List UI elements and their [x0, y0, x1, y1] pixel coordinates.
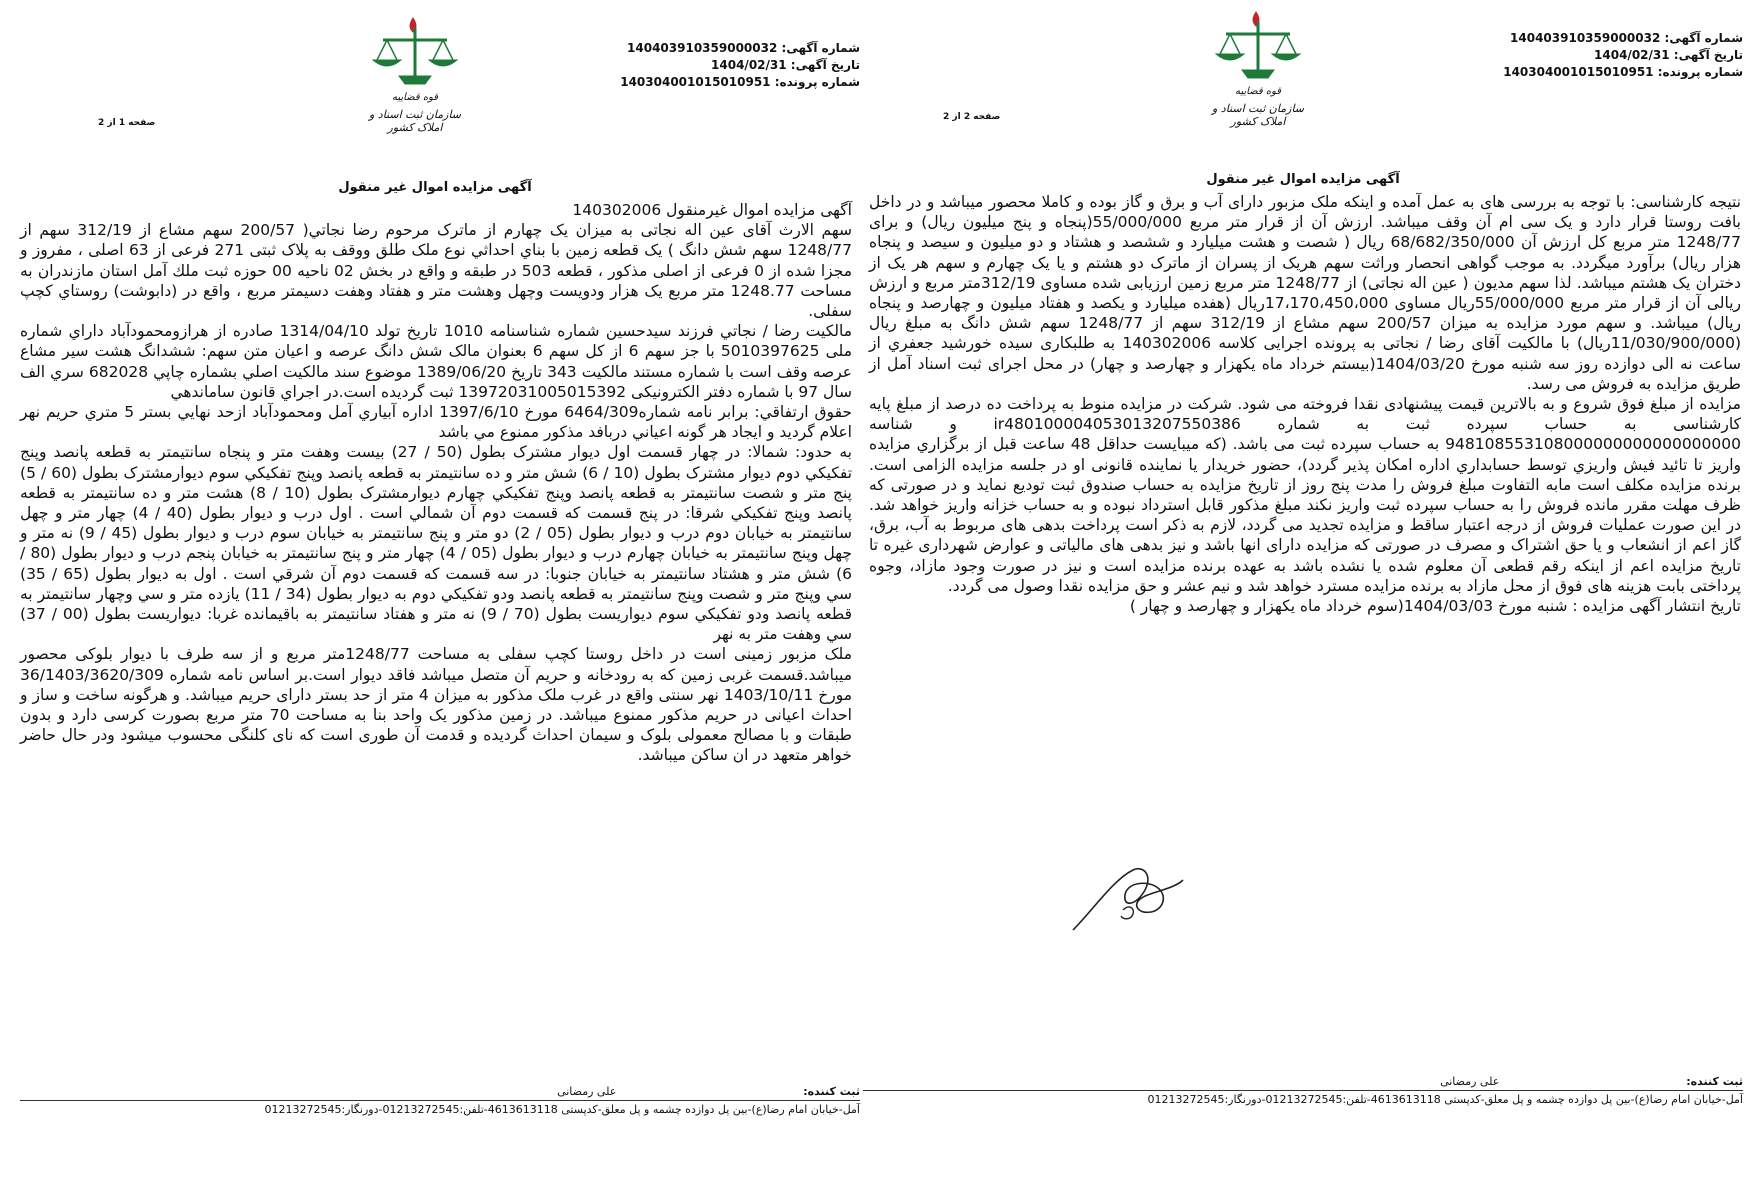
footer-divider — [20, 1100, 860, 1101]
signature-graphic — [1063, 850, 1193, 940]
footer — [863, 1075, 1743, 1115]
ad-number: 140403910359000032 — [1510, 31, 1661, 45]
ad-number-row — [620, 40, 860, 57]
paragraph-boundaries: به حدود: شمالا: در چهار قسمت اول دیوار مشترک بطول (50 / 27) بیست وهفت متر و پنجاه سانتیمتر به قطعه پانصد وپنج تفکیکي دوم دیوار مشترک بطول (10 / 6) شش متر و ده سانتیمتر به قطعه پانصد وپنج تفکیکي سوم دیوارمشترک بطول (60 / 5) پنج متر و شصت سانتیمتر به قطعه پانصد وپنج تفکیکي چهارم دیوارمشترک بطول (10 / 8) هشت متر و ده سانتیمتر به قطعه پانصد وپنج تفکیکي شرقا: در پنج قسمت که قسمت دوم آن شمالي است . اول درب و دیوار بطول (40 / 4) چهار متر و چهل سانتیمتر به خیابان دوم درب و دیوار بطول (05 / 2) دو متر و پنج سانتیمتر به خیابان سوم درب و دیوار بطول (45 / 9) نه متر و چهل وپنج سانتیمتر به خیابان چهارم درب و دیوار بطول (05 / 4) چهار متر و پنج سانتیمتر به خیابان پنجم درب و دیوار بطول (80 / 6) شش متر و هشتاد سانتیمتر به خیابان جنوبا: در سه قسمت که قسمت دوم آن شرقي است . اول به دیوار بطول (65 / 35) سي وپنج متر و شصت وپنج سانتیمتر به قطعه پانصد ودو تفکیکي دوم به دیوار بطول (34 / 11) یازده متر و سي وچهار سانتیمتر به قطعه پانصد ودو تفکیکي سوم دیواریست بطول (70 / 9) نه متر و هفتاد سانتیمتر به باقیمانده غربا: دیواریست بطول (00 / 37) سي وهفت متر به نهر — [20, 443, 853, 644]
page-number: صفحه 1 از 2 — [98, 118, 156, 128]
emblem-graphic — [355, 14, 475, 94]
case-number: 140304001015010951 — [620, 75, 771, 89]
ad-number-label: شماره آگهی: — [781, 41, 860, 55]
footer — [10, 1085, 860, 1125]
case-number: 140304001015010951 — [1503, 65, 1654, 79]
ad-date: 1404/02/31 — [711, 58, 787, 72]
emblem-caption-top: قوه قضاییه — [391, 92, 439, 103]
emblem-caption-top: قوه قضاییه — [1234, 86, 1282, 97]
judiciary-emblem-icon — [1198, 8, 1318, 126]
page-title: آگهی مزایده اموال غیر منقول — [338, 180, 532, 195]
right-page — [863, 0, 1743, 1187]
case-number-row — [1503, 64, 1743, 81]
signer-name: علی رمضانی — [1440, 1075, 1500, 1088]
paragraph-share-description: سهم الارث آقای عین اله نجاتی به میزان یک چهارم از ماترک مرحوم رضا نجاتي( 200/57 سهم مشاع از 312/19 سهم از 1248/77 سهم شش دانگ ) یک قطعه زمین با بناي احداثي نوع ملک طلق ووقف به پلاک ثبتی 271 فرعی از 63 اصلی ، مفروز و مجزا شده از 0 فرعی از اصلی مذکور ، قطعه 503 در طبقه و واقع در بخش 02 ناحیه 00 حوزه ثبت ملك آمل استان مازندران به مساحت 1248.77 متر مربع یک هزار ودویست وچهل وهشت متر و هفتاد وهفت دسیمتر مربع ، واقع در (دابوشت) روستاي کچپ سفلی. — [20, 221, 853, 321]
signer-label: ثبت کننده: — [803, 1085, 860, 1098]
case-number-label: شماره پرونده: — [1657, 65, 1743, 79]
emblem-caption-bottom: سازمان ثبت اسناد و املاک کشور — [1211, 102, 1305, 128]
paragraph-publish-date: تاریخ انتشار آگهی مزایده : شنبه مورخ 1404/03/03(سوم خرداد ماه یکهزار و چهارصد و چهار ) — [1129, 597, 1741, 616]
case-number-label: شماره پرونده: — [774, 75, 860, 89]
judiciary-emblem-icon — [355, 14, 475, 132]
ad-date: 1404/02/31 — [1594, 48, 1670, 62]
signer-row — [557, 1085, 860, 1098]
paragraph-easement-rights: حقوق ارتفاقي: برابر نامه شماره6464/309 مورخ 1397/6/10 اداره آبیاري آمل ومحمودآباد ازحد نهایي بستر 5 متري حریم نهر اعلام گردید و ایجاد هر گونه اعیاني دربافد مذکور ممنوع مي باشد — [20, 403, 852, 442]
footer-address: آمل-خیابان امام رضا(ع)-بین پل دوازده چشمه و پل معلق-کدپستی 4613613118-تلفن:01213272545-دورنگار:01213272545 — [264, 1103, 860, 1116]
paragraph-notice-heading: آگهی مزایده اموال غیرمنقول 140302006 — [572, 201, 852, 219]
notice-body — [869, 192, 1741, 616]
ad-number: 140403910359000032 — [627, 41, 778, 55]
case-number-row — [620, 74, 860, 91]
emblem-graphic — [1198, 8, 1318, 88]
page-number: صفحه 2 از 2 — [943, 112, 1001, 122]
paragraph-expert-result: نتیجه کارشناسی: با توجه به بررسی های به عمل آمده و اینکه ملک مزبور دارای آب و برق و گاز بوده و کاملا محصور میباشد و در داخل بافت روستا قرار دارد و یک سی ام آن وقف میباشد. ارزش آن از قرار متر مربع 55/000/000(پنجاه و پنج میلیون ریال) و برای 1248/77 متر مربع کل ارزش آن 68/682/350/000 ریال ( شصت و هشت میلیارد و ششصد و هشتاد و دو میلیون و سیصد و پنجاه هزار ریال) برآورد میگردد. به موجب گواهی انحصار وراثت سهم هریک از پسران از ماترک دو هشتم و یا یک چهارم و سهم هر یک از دختران یک هشتم میباشد. لذا سهم مدیون ( عین اله نجاتی) از 1248/77 متر مربع زمین ارزیابی شده مساوی 312/19متر مربع و ارزش ریالی آن از قرار متر مربع 55/000/000ریال مساوی 17،170،450،000ریال (هفده میلیارد و یکصد و هفتاد میلیون و چهارصد و پنجاه ریال) میباشد. و سهم مورد مزایده به میزان 200/57 سهم مشاع از 312/19 سهم از 1248/77 سهم شش دانگ به مبلغ ریال (11/030/900/000ریال) با مالکیت آقای رضا / نجاتی به پرونده اجرایی کلاسه 140302006 به طلبکاری سیده خورشید جعفري از ساعت نه الی دوازده روز سه شنبه مورخ 1404/03/20(بیستم خرداد ماه یکهزار و چهارصد و چهار) در محل اجرای ثبت اسناد آمل از طریق مزایده به فروش می رسد. — [869, 193, 1741, 393]
paragraph-ownership: مالکیت رضا / نجاتي فرزند سیدحسین شماره شناسنامه 1010 تاریخ تولد 1314/04/10 صادره از هرازومحمودآباد داراي شماره ملی 5010397625 با جز سهم 6 از کل سهم 6 بعنوان مالک شش دانگ عرصه و اعیان متن سهم: ششدانگ هشت سیر مشاع عرصه وقف است با شماره مستند مالکیت 343 تاریخ 1389/06/20 موضوع سند مالکیت اصلي بشماره چاپي 682028 سري الف سال 97 با شماره دفتر الکترونیکی 13972031005015392 ثبت گردیده است.در اجراي قانون ساماندهي — [20, 322, 852, 401]
signer-label: ثبت کننده: — [1686, 1075, 1743, 1088]
signer-name: علی رمضانی — [557, 1085, 617, 1098]
ad-date-row — [1503, 47, 1743, 64]
ad-number-label: شماره آگهی: — [1664, 31, 1743, 45]
header-meta — [1503, 30, 1743, 81]
ad-date-label: تاریخ آگهی: — [1673, 48, 1743, 62]
ad-date-label: تاریخ آگهی: — [790, 58, 860, 72]
notice-body — [20, 200, 852, 766]
signer-row — [863, 1075, 1743, 1088]
footer-address: آمل-خیابان امام رضا(ع)-بین پل دوازده چشمه و پل معلق-کدپستی 4613613118-تلفن:01213272545-دورنگار:01213272545 — [1147, 1093, 1743, 1106]
paragraph-property-condition: ملک مزبور زمینی است در داخل روستا کچپ سفلی به مساحت 1248/77متر مربع و از سه طرف با دیوار بلوکی محصور میباشد.قسمت غربی زمین که به رودخانه و حریم آن متصل میباشد فاقد دیوار است.بر اساس نامه شماره 36/1403/3620/309 مورخ 1403/10/11 نهر سنتی واقع در غرب ملک مذکور به میزان 4 متر از حد بستر دارای حریم میباشد. و هرگونه ساخت و ساز و احداث اعیانی در حریم مذکور ممنوع میباشد. در زمین مذکور یک واحد بنا به مساحت 70 متر مربع بصورت کرسی دارد و بدون طبقات و با مصالح معمولی بلوک و سیمان احداث گردیده و قدمت آن طوری است که نای کلنگی محسوب میشود ودر حال حاضر خواهر متعهد در ان ساکن میباشد. — [20, 645, 853, 765]
ad-date-row — [620, 57, 860, 74]
signature-scribble — [1063, 850, 1193, 940]
ad-number-row — [1503, 30, 1743, 47]
left-page — [10, 0, 860, 1187]
header-meta — [620, 40, 860, 91]
paragraph-auction-terms: مزایده از مبلغ فوق شروع و به بالاترین قیمت پیشنهادی نقدا فروخته می شود. شرکت در مزایده منوط به پرداخت ده درصد از مبلغ پایه کارشناسی به حساب سپرده ثبت به شماره ir480100004053013207550386 و شناسه 948108553108000000000000000000 به حساب سپرده ثبت می باشد. (که میبایست حداقل 48 ساعت قبل از برگزاري مزایده واریز تا تائید فیش واریزي توسط حسابداري اداره امکان پذیر گردد)، حضور خریدار یا نماینده قانونی او در جلسه مزایده الزامی است. برنده مزایده مکلف است مابه التفاوت مبلغ فروش را مدت پنج روز از تاریخ مزایده به حساب صندوق ثبت تودیع نماید و در صورتی که ظرف مهلت مقرر مانده فروش را به حساب سپرده ثبت واریز نکند مبلغ مذکور قابل استرداد نبوده و به حساب خزانه واریز خواهد شد. در این صورت عملیات فروش از درجه اعتبار ساقط و مزایده تجدید می گردد، لازم به ذکر است پرداخت بدهی های مربوط به آب، برق، گاز اعم از انشعاب و یا حق اشتراک و مصرف در صورتی که مزایده دارای انها باشد و نیز بدهی های مالیاتی و عوارض شهرداری غیره تا تاریخ مزایده اعم از اینکه رقم قطعی آن معلوم شده یا نشده باشد به عهده برنده مزایده است و نیز در صورت وجود مازاد، وجوه پرداختی بابت هزینه های فوق از محل مازاد به برنده مزایده مسترد خواهد شد و نیم عشر و حق مزایده نقدا وصول می گردد. — [869, 395, 1741, 595]
footer-divider — [863, 1090, 1743, 1091]
page-title: آگهی مزایده اموال غیر منقول — [1206, 172, 1400, 187]
emblem-caption-bottom: سازمان ثبت اسناد و املاک کشور — [368, 108, 462, 134]
